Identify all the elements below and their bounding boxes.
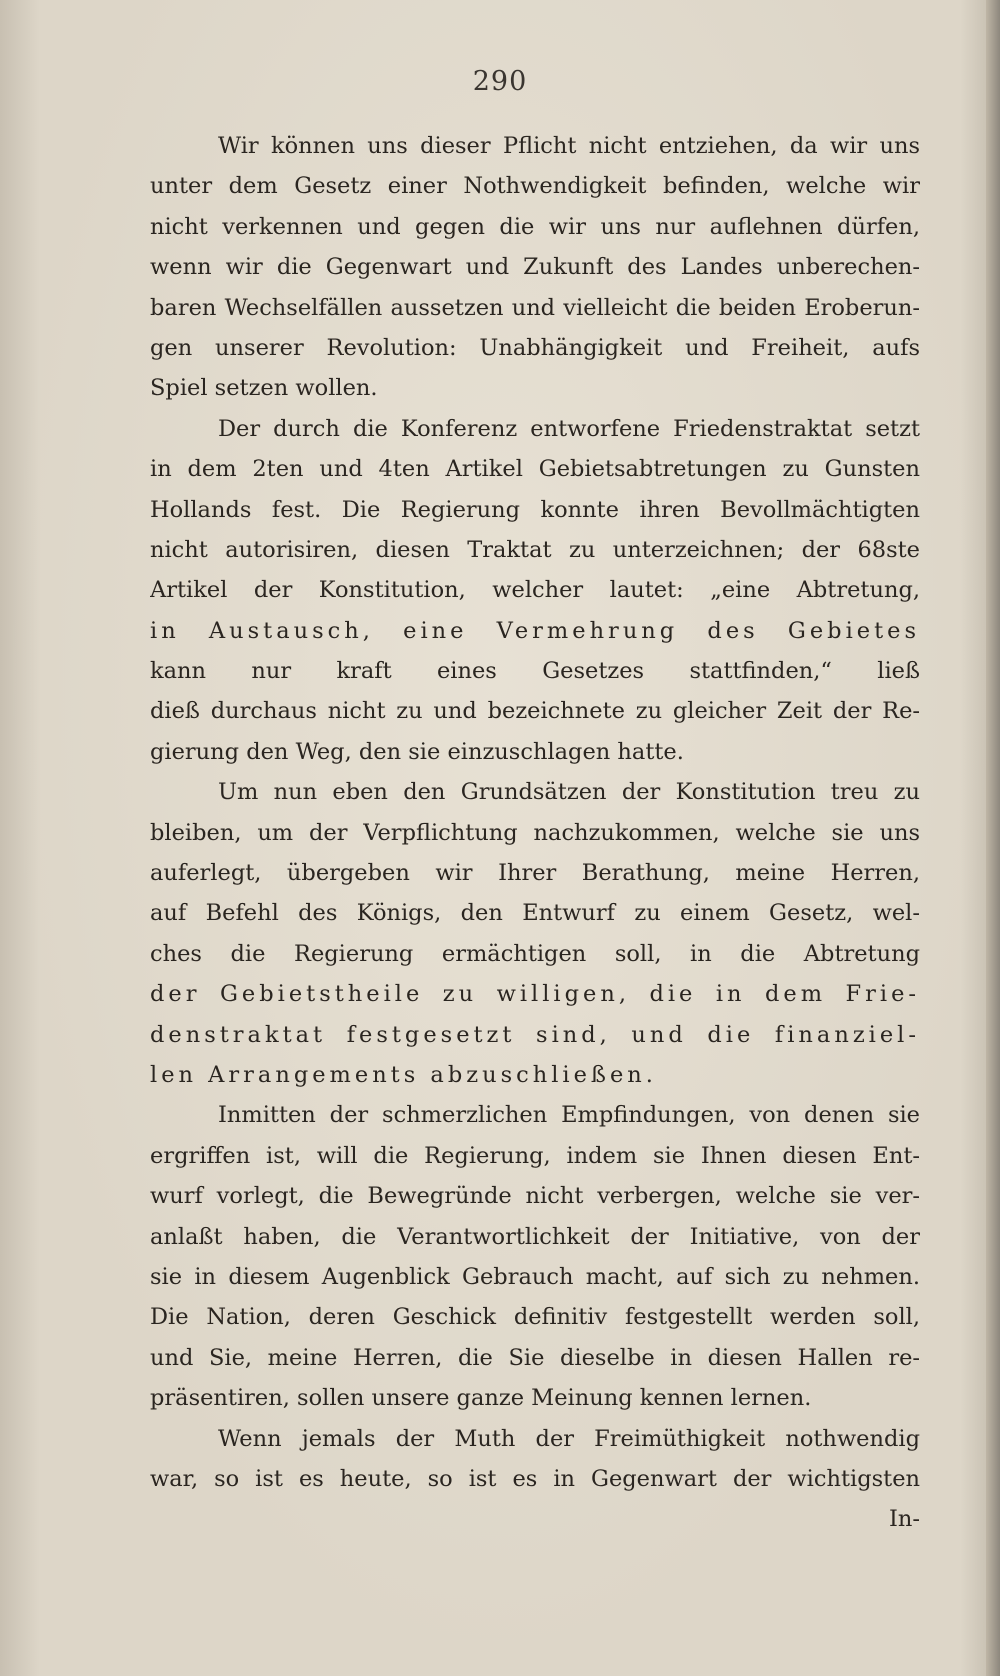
text-line: sie in diesem Augenblick Gebrauch macht, auf sich zu nehmen. bbox=[150, 1263, 920, 1290]
text-line: Wenn jemals der Muth der Freimüthigkeit nothwendig bbox=[218, 1425, 920, 1452]
text-line: war, so ist es heute, so ist es in Gegenwart der wichtigsten bbox=[150, 1465, 920, 1492]
text-line: kann nur kraft eines Gesetzes stattfinden,“ ließ bbox=[150, 658, 920, 685]
body-text bbox=[150, 126, 920, 1540]
text-line: In- bbox=[889, 1506, 920, 1533]
text-line: Wir können uns dieser Pflicht nicht entziehen, da wir uns bbox=[218, 133, 920, 159]
text-line: Inmitten der schmerzlichen Empfindungen, von denen sie bbox=[218, 1102, 920, 1129]
text-line: len Arrangements abzuschließen. bbox=[150, 1061, 657, 1088]
text-line: Artikel der Konstitution, welcher lautet: „eine Abtretung, bbox=[150, 577, 920, 604]
text-line: gen unserer Revolution: Unabhängigkeit und Freiheit, aufs bbox=[150, 334, 920, 361]
text-line: wenn wir die Gegenwart und Zukunft des Landes unberechen- bbox=[150, 254, 920, 281]
text-line: bleiben, um der Verpflichtung nachzukommen, welche sie uns bbox=[150, 819, 920, 846]
text-line: dieß durchaus nicht zu und bezeichnete zu gleicher Zeit der Re- bbox=[150, 698, 920, 725]
text-line: denstraktat festgesetzt sind, und die finanziel- bbox=[150, 1021, 920, 1048]
text-line: auf Befehl des Königs, den Entwurf zu einem Gesetz, wel- bbox=[150, 900, 920, 927]
text-line: anlaßt haben, die Verantwortlichkeit der Initiative, von der bbox=[150, 1223, 920, 1250]
text-line: in dem 2ten und 4ten Artikel Gebietsabtretungen zu Gunsten bbox=[150, 456, 920, 483]
text-line: nicht autorisiren, diesen Traktat zu unterzeichnen; der 68ste bbox=[150, 536, 920, 563]
text-line: der Gebietstheile zu willigen, die in dem Frie- bbox=[150, 981, 920, 1008]
text-line: und Sie, meine Herren, die Sie dieselbe in diesen Hallen re- bbox=[150, 1344, 920, 1371]
text-line: Der durch die Konferenz entworfene Friedenstraktat setzt bbox=[218, 415, 920, 442]
text-line: wurf vorlegt, die Bewegründe nicht verbergen, welche sie ver- bbox=[150, 1183, 920, 1210]
text-line: ergriffen ist, will die Regierung, indem sie Ihnen diesen Ent- bbox=[150, 1142, 920, 1169]
text-line: Die Nation, deren Geschick definitiv festgestellt werden soll, bbox=[150, 1304, 920, 1331]
page-edge-shadow bbox=[986, 0, 1000, 1676]
text-line: in Austausch, eine Vermehrung des Gebietes bbox=[150, 617, 920, 644]
text-line: Spiel setzen wollen. bbox=[150, 375, 378, 402]
text-line: Hollands fest. Die Regierung konnte ihren Bevollmächtigten bbox=[150, 496, 920, 523]
text-line: baren Wechselfällen aussetzen und vielleicht die beiden Eroberun- bbox=[150, 294, 920, 321]
text-line: ches die Regierung ermächtigen soll, in die Abtretung bbox=[150, 940, 920, 967]
text-line: auferlegt, übergeben wir Ihrer Berathung, meine Herren, bbox=[150, 860, 920, 887]
text-line: gierung den Weg, den sie einzuschlagen hatte. bbox=[150, 738, 684, 765]
text-line: nicht verkennen und gegen die wir uns nur auflehnen dürfen, bbox=[150, 213, 920, 240]
text-line: unter dem Gesetz einer Nothwendigkeit befinden, welche wir bbox=[150, 173, 920, 200]
page-number: 290 bbox=[472, 66, 528, 97]
text-line: präsentiren, sollen unsere ganze Meinung kennen lernen. bbox=[150, 1385, 812, 1412]
text-line: Um nun eben den Grundsätzen der Konstitution treu zu bbox=[218, 779, 920, 806]
